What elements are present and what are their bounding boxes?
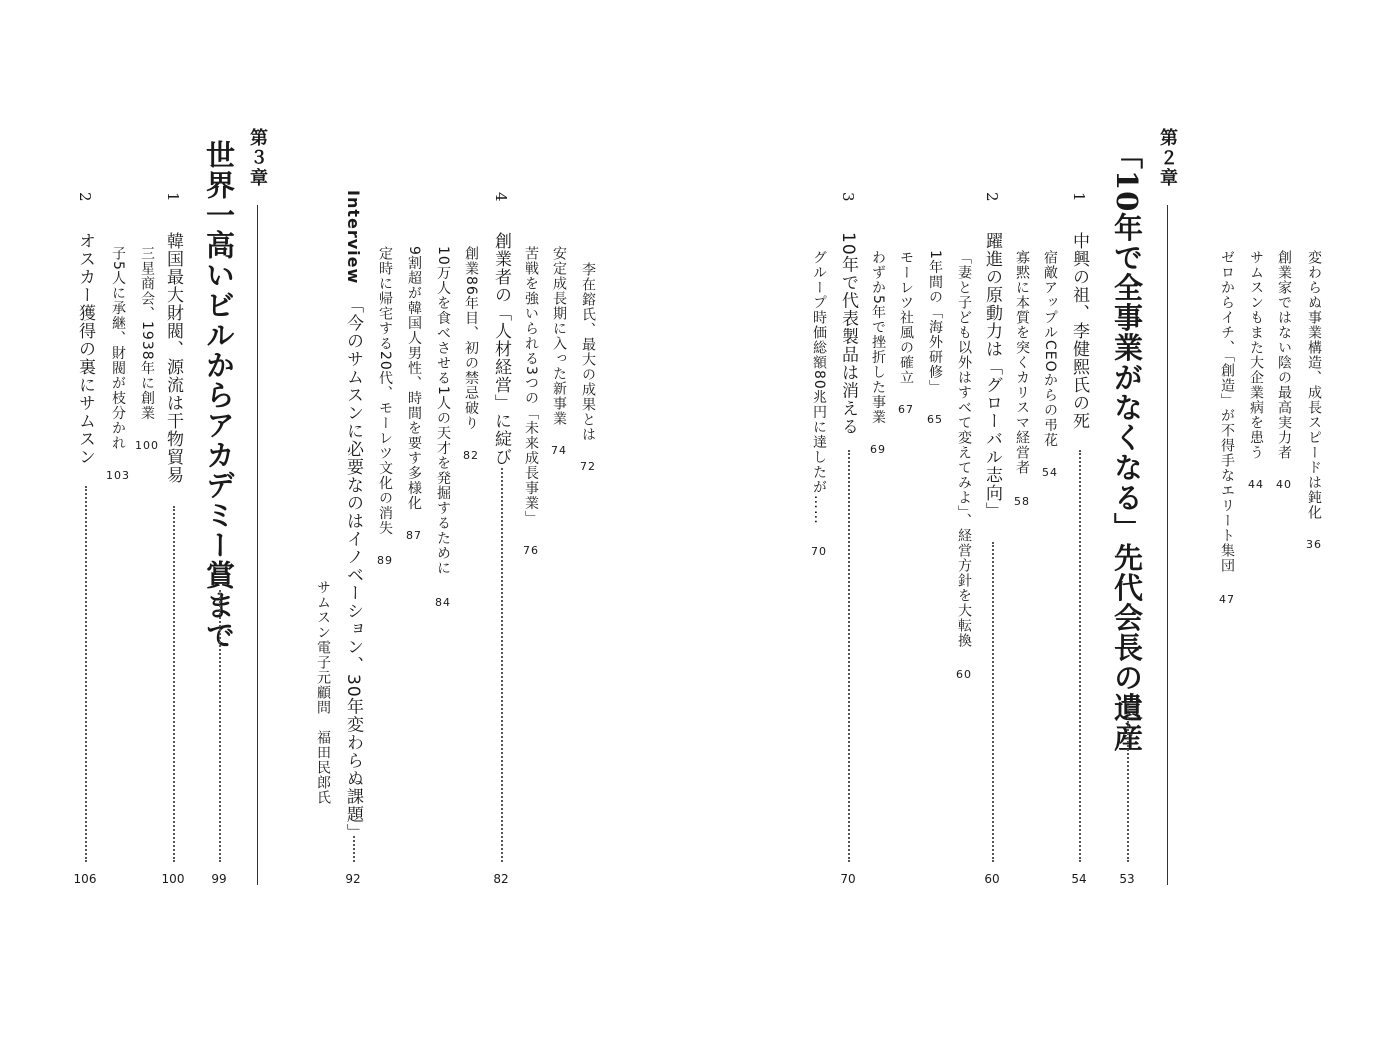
ch3-sec1-sub2-page: 103: [106, 469, 130, 483]
ch2-sec4-sub2-title: 安定成長期に入った新事業: [551, 246, 567, 426]
prev-item-3-page: 44: [1248, 478, 1264, 492]
ch2-sec4-sub2-page: 74: [551, 444, 567, 458]
ch2-sec1-sub2[interactable]: [1014, 250, 1030, 507]
ch2-sec2-sub4[interactable]: [870, 250, 886, 455]
interview-label: Interview: [344, 190, 363, 285]
ch2-sec4-sub2[interactable]: [551, 246, 567, 456]
ch2-sec1-title[interactable]: 中興の祖、李健熙氏の死: [1069, 232, 1089, 430]
ch2-sec3-sub1-title: グループ時価総額80兆円に達したが……: [811, 250, 827, 525]
ch2-sec2-page: 60: [984, 872, 1000, 886]
ch2-sec4-sub4[interactable]: [463, 246, 479, 461]
ch2-sec2-num: 2: [983, 192, 1001, 202]
ch2-sec3-sub1[interactable]: [811, 250, 827, 557]
ch2-sec2-leader: [992, 542, 994, 862]
ch2-sec4-sub7-title: 定時に帰宅する20代、モーレツ文化の消失: [377, 246, 393, 536]
ch3-sec2-num: 2: [76, 192, 94, 202]
ch2-sec4-sub7-page: 89: [377, 554, 393, 568]
ch2-sec1-sub1-page: 54: [1042, 466, 1058, 480]
ch3-sec1-sub1[interactable]: [135, 246, 159, 451]
chapter2-title[interactable]: 「10年で全事業がなくなる」先代会長の遺産: [1110, 140, 1144, 753]
ch2-sec4-page: 82: [493, 872, 509, 886]
chapter3-page: 99: [211, 872, 227, 886]
prev-item-4-page: 47: [1219, 593, 1235, 607]
ch2-sec4-sub3[interactable]: [523, 246, 539, 556]
ch2-sec4-sub1[interactable]: [580, 262, 596, 472]
ch2-sec3-num: 3: [839, 192, 857, 202]
ch3-sec2-page: 106: [73, 872, 97, 886]
prev-item-2-title: 創業家ではない陰の最高実力者: [1276, 250, 1292, 460]
chapter3-rule: [257, 205, 258, 885]
ch2-sec4-sub6-title: 9割超が韓国人男性、時間を要す多様化: [406, 246, 422, 511]
ch2-sec3-title[interactable]: 10年で代表製品は消える: [838, 232, 858, 436]
ch2-sec1-sub2-page: 58: [1014, 495, 1030, 509]
prev-item-1[interactable]: [1306, 250, 1322, 550]
ch3-sec1-sub2[interactable]: [106, 246, 130, 481]
ch2-sec1-sub1-title: 宿敵アップルCEOからの弔花: [1042, 250, 1058, 448]
ch3-sec1-num: 1: [164, 192, 182, 202]
interview-page: 92: [345, 872, 361, 886]
ch2-sec2-sub1-title: 「妻と子ども以外はすべて変えてみよ」、経営方針を大転換: [956, 250, 972, 648]
ch2-sec2-sub3[interactable]: [898, 250, 914, 415]
ch2-sec2-sub3-title: モーレツ社風の確立: [898, 250, 914, 385]
ch2-sec4-sub6-page: 87: [406, 529, 422, 543]
ch2-sec1-page: 54: [1071, 872, 1087, 886]
ch3-sec2-leader: [85, 486, 87, 862]
ch2-sec4-sub7[interactable]: [377, 246, 393, 566]
interview-leader: [353, 836, 355, 862]
ch2-sec3-leader: [848, 450, 850, 862]
ch2-sec4-num: 4: [492, 192, 510, 202]
interview-title[interactable]: 「今のサムスンに必要なのはイノベーション、30年変わらぬ課題」: [343, 296, 363, 842]
ch2-sec1-leader: [1079, 450, 1081, 862]
chapter3-leader: [219, 590, 221, 862]
ch2-sec2-sub2-page: 65: [927, 413, 943, 427]
chapter2-rule: [1167, 205, 1168, 885]
ch2-sec2-sub4-title: わずか5年で挫折した事業: [870, 250, 886, 425]
prev-item-3[interactable]: [1248, 250, 1264, 490]
ch2-sec1-num: 1: [1070, 192, 1088, 202]
ch3-sec1-title[interactable]: 韓国最大財閥、源流は干物貿易: [163, 232, 183, 484]
interview-byline: サムスン電子元顧問 福田民郎氏: [315, 580, 331, 805]
ch2-sec1-sub2-title: 寡黙に本質を突くカリスマ経営者: [1014, 250, 1030, 475]
chapter2-label: 第２章: [1157, 128, 1178, 188]
prev-item-4-title: ゼロからイチ、「創造」が不得手なエリート集団: [1219, 250, 1235, 573]
prev-item-2[interactable]: [1276, 250, 1292, 490]
ch2-sec4-sub6[interactable]: [406, 246, 422, 541]
chapter2-page: 53: [1119, 872, 1135, 886]
ch2-sec4-sub4-page: 82: [463, 449, 479, 463]
chapter2-leader: [1127, 702, 1129, 862]
ch2-sec4-sub1-page: 72: [580, 460, 596, 474]
ch2-sec2-title[interactable]: 躍進の原動力は「グローバル志向」: [982, 232, 1002, 520]
ch3-sec1-sub1-title: 三星商会、1938年に創業: [139, 246, 155, 421]
ch2-sec2-sub4-page: 69: [870, 443, 886, 457]
ch2-sec2-sub2[interactable]: [927, 250, 943, 425]
ch2-sec2-sub1-page: 60: [956, 668, 972, 682]
ch3-sec1-page: 100: [161, 872, 185, 886]
prev-item-1-page: 36: [1306, 538, 1322, 552]
ch3-sec1-sub2-title: 子5人に承継、財閥が枝分かれ: [110, 246, 126, 451]
prev-item-3-title: サムスンもまた大企業病を患う: [1248, 250, 1264, 460]
chapter3-label: 第３章: [247, 128, 268, 188]
ch2-sec4-sub5[interactable]: [435, 246, 451, 608]
ch3-sec1-leader: [173, 506, 175, 862]
ch2-sec2-sub3-page: 67: [898, 403, 914, 417]
ch2-sec2-sub1[interactable]: [956, 250, 972, 680]
ch2-sec3-sub1-page: 70: [811, 545, 827, 559]
ch2-sec4-sub3-page: 76: [523, 544, 539, 558]
prev-item-1-title: 変わらぬ事業構造、成長スピードは鈍化: [1306, 250, 1322, 520]
prev-item-4[interactable]: [1219, 250, 1235, 605]
ch2-sec3-page: 70: [840, 872, 856, 886]
ch2-sec2-sub2-title: 1年間の「海外研修」: [927, 250, 943, 395]
prev-item-2-page: 40: [1276, 478, 1292, 492]
ch2-sec4-leader: [501, 468, 503, 862]
ch2-sec4-sub5-page: 84: [435, 596, 451, 610]
ch2-sec1-sub1[interactable]: [1042, 250, 1058, 478]
ch3-sec1-sub1-page: 100: [135, 439, 159, 453]
ch2-sec4-sub5-title: 10万人を食べさせる1人の天才を発掘するために: [435, 246, 451, 576]
ch2-sec4-title[interactable]: 創業者の「人材経営」に綻び: [491, 232, 511, 466]
chapter3-title[interactable]: 世界一高いビルからアカデミー賞まで: [202, 140, 236, 650]
ch2-sec4-sub3-title: 苦戦を強いられる3つの「未来成長事業」: [523, 246, 539, 526]
ch3-sec2-title[interactable]: オスカー獲得の裏にサムスン: [75, 232, 95, 466]
ch2-sec4-sub1-title: 李在鎔氏、最大の成果とは: [580, 262, 596, 442]
ch2-sec4-sub4-title: 創業86年目、初の禁忌破り: [463, 246, 479, 431]
